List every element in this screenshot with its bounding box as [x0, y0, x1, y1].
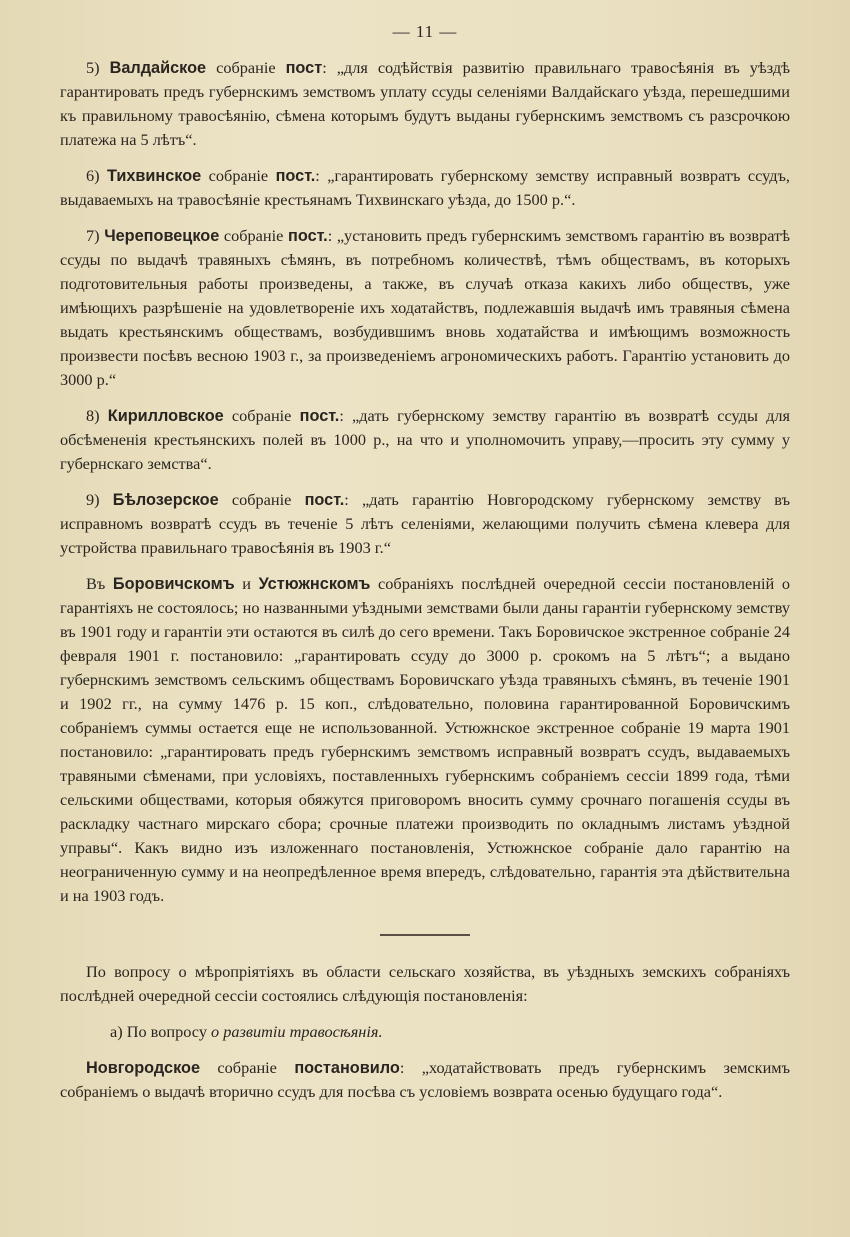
- assembly-name: Кирилловское: [107, 407, 224, 425]
- item-number: 5): [86, 58, 100, 77]
- assembly-name: Тихвинское: [107, 167, 202, 185]
- subsection-topic: о развитіи травосѣянія.: [211, 1022, 383, 1041]
- resolution-abbr: пост.: [304, 491, 345, 509]
- lead-word: Въ: [86, 574, 106, 593]
- paragraph-novgorod: [60, 1056, 790, 1104]
- paragraph-tikhvin: [60, 164, 790, 212]
- resolution-abbr: пост.: [275, 167, 316, 185]
- assembly-word: собраніе: [217, 1058, 277, 1077]
- resolution-text: : „дать гарантію Новгородскому губернскому земству въ исправномъ возвратѣ ссудъ въ теченіе 5 лѣтъ селеніями, желающими получить сѣмена клевера для устройства правильнаго травосѣянія въ 1903 г.“: [60, 490, 790, 557]
- assembly-word: собраніе: [231, 406, 292, 425]
- intro-paragraph: По вопросу о мѣропріятіяхъ въ области сельскаго хозяйства, въ уѣздныхъ земскихъ собраніяхъ послѣдней очередной сессіи состоялись слѣдующія постановленія:: [60, 962, 790, 1005]
- paragraph-borovichi-ustyuzhna: [60, 572, 790, 908]
- resolution-text: : „установить предъ губернскимъ земствомъ гарантію въ возвратѣ ссуды по выдачѣ травяныхъ сѣмянъ, въ потребномъ количествѣ, тѣмъ обществамъ, въ которыхъ подготовительныя работы произведены, а также, въ случаѣ отказа какихъ либо обществъ, уже имѣющихъ разрѣшеніе на удовлетвореніе ихъ ходатайствъ, подлежавшія выдачѣ имъ травяныя сѣмена выдать крестьянскимъ обществамъ, возбудившимъ вновь ходатайства и имѣющимъ возможность произвести посѣвъ весною 1903 г., за произведеніемъ агрономическихъ работъ. Гарантію установить до 3000 р.“: [60, 226, 790, 389]
- paragraph-valdai: [60, 56, 790, 152]
- paragraph-belozersk: [60, 488, 790, 560]
- paragraph-cherepovets: [60, 224, 790, 392]
- assembly-word: собраніе: [231, 490, 292, 509]
- resolution-abbr: пост: [285, 59, 323, 77]
- resolution-abbr: пост.: [288, 227, 328, 245]
- item-number: 7): [86, 226, 100, 245]
- assembly-name: Бѣлозерское: [112, 491, 219, 509]
- resolution-text: : „для содѣйствія развитію правильнаго травосѣянія въ уѣздѣ гарантировать предъ губернскимъ земствомъ уплату ссуды селеніями Валдайскаго уѣзда, перешедшими къ правильному травосѣянію, сѣмена которымъ будутъ выданы губернскимъ земствомъ съ разсрочкою платежа на 5 лѣтъ“.: [60, 58, 790, 149]
- assembly-word: собраніе: [216, 58, 276, 77]
- assembly-name: Череповецкое: [104, 227, 220, 245]
- resolution-text: : „гарантировать губернскому земству исправный возвратъ ссудъ, выдаваемыхъ на травосѣяніе крестьянамъ Тихвинскаго уѣзда, до 1500 р.“.: [60, 166, 790, 209]
- section-divider: [380, 934, 470, 936]
- resolution-text: : „дать губернскому земству гарантію въ возвратѣ ссуды для обсѣмененія крестьянскихъ полей въ 1000 р., на что и уполномочить управу,—просить эту сумму у губернскаго земства“.: [60, 406, 790, 473]
- item-number: 6): [86, 166, 100, 185]
- assembly-name: Новгородское: [86, 1059, 201, 1077]
- resolution-abbr: пост.: [299, 407, 340, 425]
- subsection-heading: [110, 1020, 790, 1044]
- assembly-name: Боровичскомъ: [112, 575, 235, 593]
- assembly-word: собраніе: [223, 226, 284, 245]
- resolution-text: : „ходатайствовать предъ губернскимъ земскимъ собраніемъ о выдачѣ вторично ссудъ для посѣва съ условіемъ возврата осенью будущаго года“.: [60, 1058, 790, 1101]
- subsection-prefix: а) По вопросу: [110, 1022, 207, 1041]
- paragraph-kirillov: [60, 404, 790, 476]
- assembly-name: Устюжнскомъ: [258, 575, 371, 593]
- assembly-name: Валдайское: [109, 59, 207, 77]
- item-number: 8): [86, 406, 100, 425]
- conjunction: и: [242, 574, 251, 593]
- body-text: собраніяхъ послѣдней очередной сессіи постановленій о гарантіяхъ не состоялось; но названными уѣздными земствами были даны гарантіи губернскому земству въ 1901 году и гарантіи эти остаются въ силѣ до сего времени. Такъ Боровичское экстренное собраніе 24 февраля 1901 г. постановило: „гарантировать ссуду до 3000 р. срокомъ на 5 лѣтъ“; а выдано губернскимъ земствомъ сельскимъ обществамъ Боровичскаго уѣзда травяныхъ сѣмянъ, въ теченіе 1901 и 1902 гг., на сумму 1476 р. 15 коп., слѣдовательно, половина гарантированной Боровичскимъ собраніемъ суммы остается еще не использованной. Устюжнское экстренное собраніе 19 марта 1901 постановило: „гарантировать предъ губернскимъ земствомъ исправный возвратъ ссудъ, выдаваемыхъ травяными сѣменами, при условіяхъ, поставленныхъ губернскимъ собраніемъ сессіи 1899 года, тѣми сельскими обществами, которыя обяжутся приговоромъ вносить сумму срочнаго погашенія ссуды въ раскладку частнаго мирскаго сбора; срочные платежи производить по окладнымъ листамъ уѣздной управы“. Какъ видно изъ изложеннаго постановленія, Устюжнское собраніе дало гарантію на неограниченную сумму и на неопредѣленное время впередъ, слѣдовательно, гарантія эта дѣйствительна и на 1903 годъ.: [60, 574, 790, 905]
- resolution-verb: постановило: [294, 1059, 400, 1077]
- page-number: — 11 —: [392, 22, 458, 41]
- assembly-word: собраніе: [208, 166, 269, 185]
- item-number: 9): [86, 490, 100, 509]
